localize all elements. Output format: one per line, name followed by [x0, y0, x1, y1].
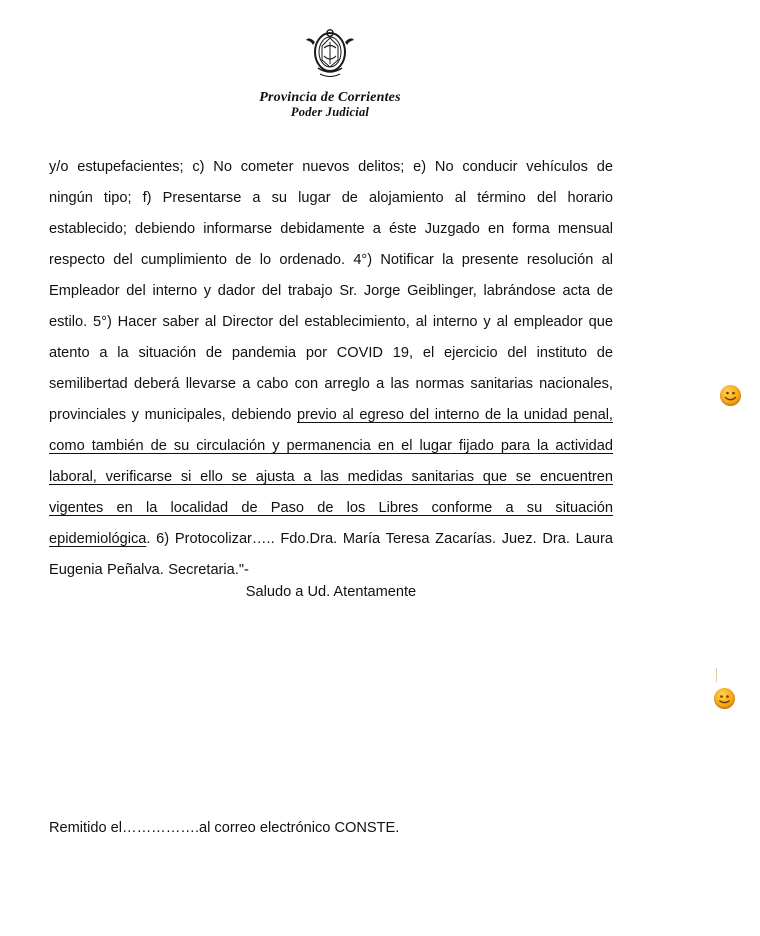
document-body: [49, 152, 613, 586]
header-judiciary-line: Poder Judicial: [290, 105, 370, 119]
smiley-face-icon: [720, 385, 741, 406]
faint-margin-mark: [716, 668, 717, 682]
coat-of-arms-icon: [298, 22, 362, 86]
paragraph-plain-text: y/o estupefacientes; c) No cometer nuevos delitos; e) No conducir vehículos de ningún tipo; f) Presentarse a su lugar de alojamiento al término del horario establecido; debiendo informarse debidamente a éste Juzgado en forma mensual respecto del cumplimiento de lo ordenado. 4°) Notificar la presente resolución al Empleador del interno y dador del trabajo Sr. Jorge Geiblinger, labrándose acta de estilo. 5°) Hacer saber al Director del establecimiento, al interno y al empleador que atento a la situación de pandemia por COVID 19, el ejercicio del instituto de semilibertad deberá llevarse a cabo con arreglo a las normas sanitarias nacionales, provinciales y municipales, debiendo: [49, 159, 613, 423]
paragraph-tail-text: . 6) Protocolizar….. Fdo.Dra. María Teresa Zacarías. Juez. Dra. Laura Eugenia Peñalva. Secretaria."-: [49, 531, 613, 578]
footer-note: Remitido el…………….al correo electrónico CONSTE.: [49, 820, 400, 836]
salutation-line: Saludo a Ud. Atentamente: [245, 584, 417, 600]
paragraph-underlined-text: previo al egreso del interno de la unidad penal, como también de su circulación y permanencia en el lugar fijado para la actividad laboral, verificarse si ello se ajusta a las medidas sanitarias que se encuentren vigentes en la localidad de Paso de los Libres conforme a su situación epidemiológica: [49, 407, 613, 547]
document-header: [0, 22, 660, 120]
header-province-line: Provincia de Corrientes: [259, 90, 401, 105]
document-paragraph: [49, 152, 613, 586]
smiley-face-icon: [714, 688, 735, 709]
